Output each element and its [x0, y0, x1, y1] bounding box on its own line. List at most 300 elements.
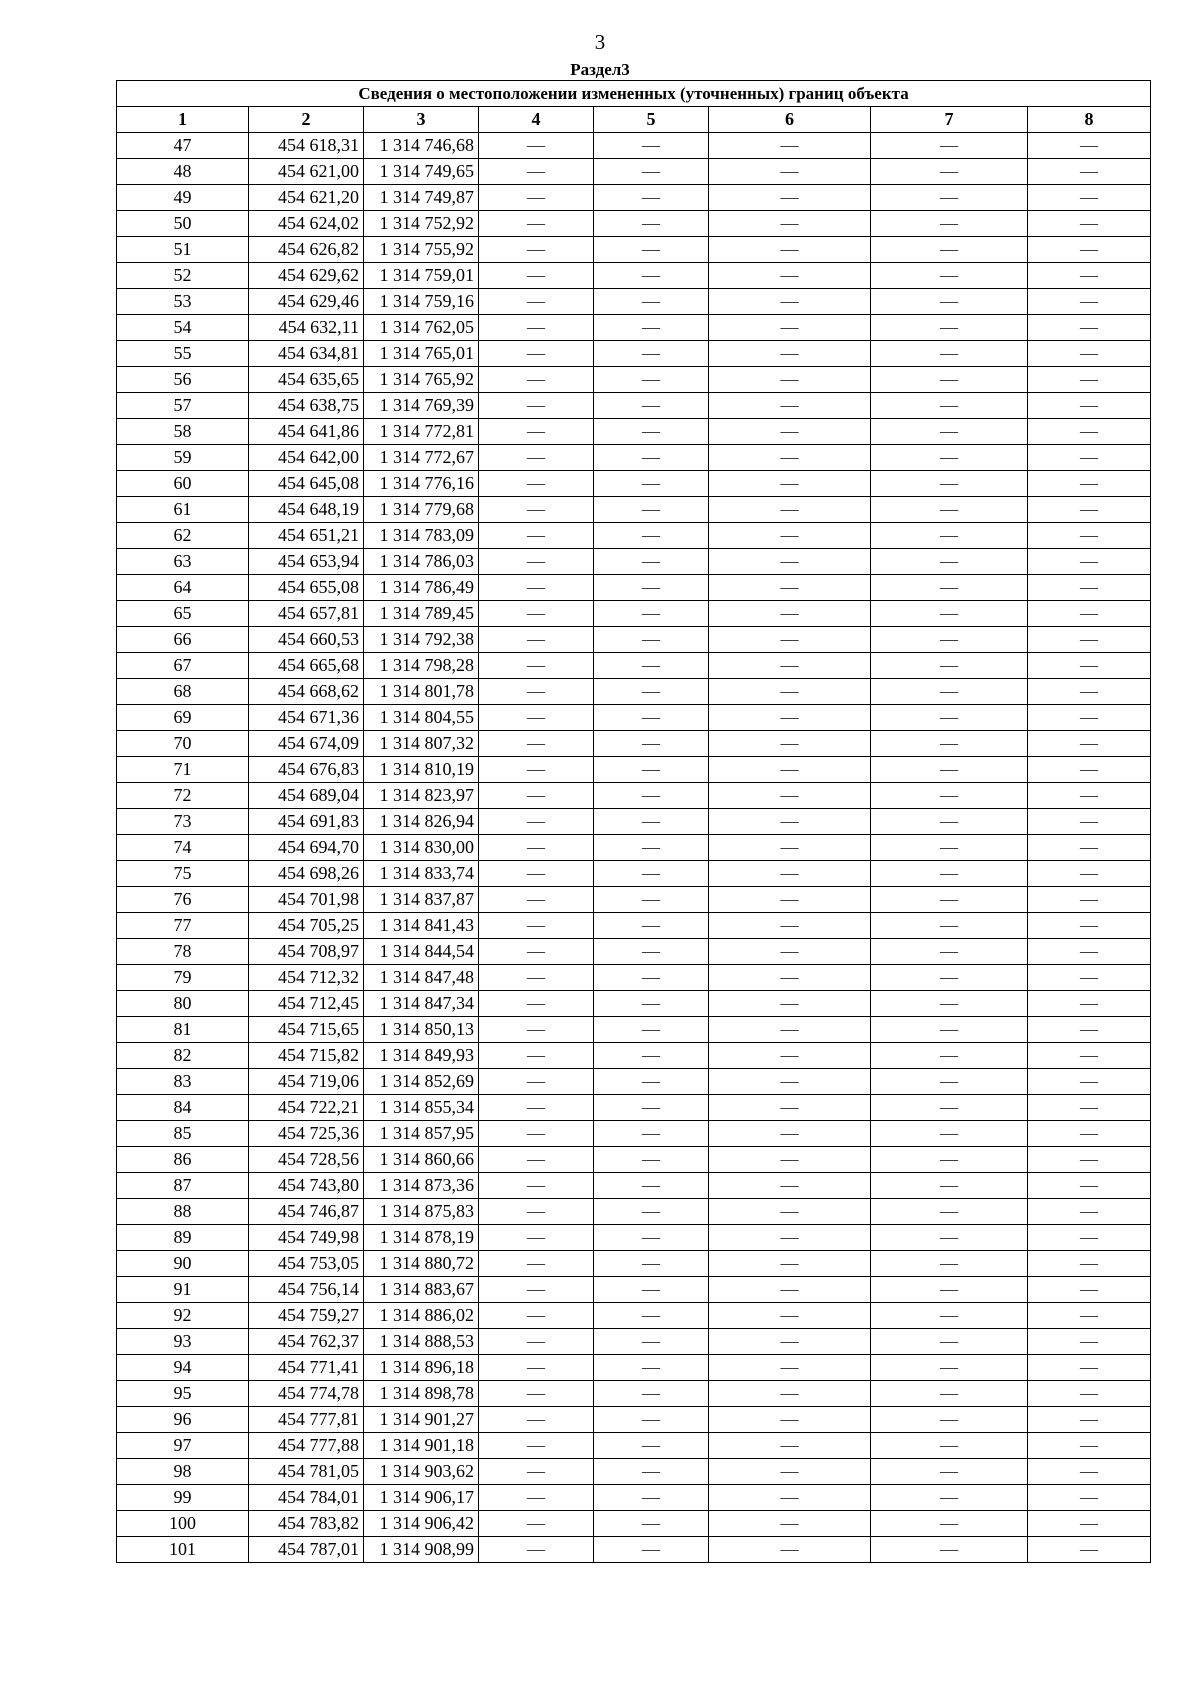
x-coordinate-cell: 454 657,81 [249, 601, 364, 627]
y-coordinate-cell: 1 314 908,99 [364, 1537, 479, 1563]
empty-value-cell: — [1028, 185, 1151, 211]
empty-value-cell: — [479, 211, 594, 237]
empty-value-cell: — [594, 315, 709, 341]
empty-value-cell: — [709, 211, 871, 237]
empty-value-cell: — [594, 1095, 709, 1121]
point-number-cell: 61 [117, 497, 249, 523]
empty-value-cell: — [479, 1303, 594, 1329]
empty-value-cell: — [709, 835, 871, 861]
y-coordinate-cell: 1 314 810,19 [364, 757, 479, 783]
y-coordinate-cell: 1 314 755,92 [364, 237, 479, 263]
empty-value-cell: — [479, 393, 594, 419]
empty-value-cell: — [479, 341, 594, 367]
empty-value-cell: — [479, 731, 594, 757]
empty-value-cell: — [594, 159, 709, 185]
point-number-cell: 63 [117, 549, 249, 575]
empty-value-cell: — [1028, 601, 1151, 627]
table-row [117, 133, 1151, 159]
table-row [117, 1381, 1151, 1407]
table-row [117, 159, 1151, 185]
empty-value-cell: — [479, 757, 594, 783]
empty-value-cell: — [871, 289, 1028, 315]
point-number-cell: 94 [117, 1355, 249, 1381]
x-coordinate-cell: 454 621,00 [249, 159, 364, 185]
y-coordinate-cell: 1 314 765,01 [364, 341, 479, 367]
empty-value-cell: — [1028, 757, 1151, 783]
empty-value-cell: — [709, 783, 871, 809]
empty-value-cell: — [1028, 1355, 1151, 1381]
point-number-cell: 74 [117, 835, 249, 861]
empty-value-cell: — [871, 913, 1028, 939]
y-coordinate-cell: 1 314 878,19 [364, 1225, 479, 1251]
empty-value-cell: — [594, 861, 709, 887]
empty-value-cell: — [871, 1433, 1028, 1459]
empty-value-cell: — [594, 393, 709, 419]
empty-value-cell: — [871, 679, 1028, 705]
empty-value-cell: — [709, 1407, 871, 1433]
table-row [117, 1199, 1151, 1225]
point-number-cell: 51 [117, 237, 249, 263]
empty-value-cell: — [871, 1303, 1028, 1329]
table-row [117, 1173, 1151, 1199]
empty-value-cell: — [871, 1485, 1028, 1511]
empty-value-cell: — [1028, 835, 1151, 861]
x-coordinate-cell: 454 655,08 [249, 575, 364, 601]
empty-value-cell: — [871, 1277, 1028, 1303]
empty-value-cell: — [1028, 1485, 1151, 1511]
table-row [117, 757, 1151, 783]
table-caption: Сведения о местоположении измененных (уточненных) границ объекта [117, 81, 1151, 107]
empty-value-cell: — [479, 315, 594, 341]
point-number-cell: 98 [117, 1459, 249, 1485]
empty-value-cell: — [594, 1199, 709, 1225]
x-coordinate-cell: 454 651,21 [249, 523, 364, 549]
y-coordinate-cell: 1 314 804,55 [364, 705, 479, 731]
empty-value-cell: — [479, 185, 594, 211]
empty-value-cell: — [479, 549, 594, 575]
empty-value-cell: — [709, 1147, 871, 1173]
point-number-cell: 87 [117, 1173, 249, 1199]
empty-value-cell: — [1028, 471, 1151, 497]
point-number-cell: 88 [117, 1199, 249, 1225]
empty-value-cell: — [594, 133, 709, 159]
column-header: 8 [1028, 107, 1151, 133]
point-number-cell: 90 [117, 1251, 249, 1277]
table-row [117, 783, 1151, 809]
x-coordinate-cell: 454 698,26 [249, 861, 364, 887]
empty-value-cell: — [709, 159, 871, 185]
y-coordinate-cell: 1 314 847,34 [364, 991, 479, 1017]
empty-value-cell: — [709, 523, 871, 549]
empty-value-cell: — [594, 1407, 709, 1433]
empty-value-cell: — [479, 1017, 594, 1043]
empty-value-cell: — [479, 445, 594, 471]
x-coordinate-cell: 454 694,70 [249, 835, 364, 861]
x-coordinate-cell: 454 762,37 [249, 1329, 364, 1355]
x-coordinate-cell: 454 777,81 [249, 1407, 364, 1433]
point-number-cell: 54 [117, 315, 249, 341]
point-number-cell: 79 [117, 965, 249, 991]
x-coordinate-cell: 454 648,19 [249, 497, 364, 523]
x-coordinate-cell: 454 719,06 [249, 1069, 364, 1095]
empty-value-cell: — [594, 1277, 709, 1303]
table-row [117, 471, 1151, 497]
empty-value-cell: — [594, 757, 709, 783]
empty-value-cell: — [871, 731, 1028, 757]
empty-value-cell: — [709, 1277, 871, 1303]
empty-value-cell: — [871, 757, 1028, 783]
table-row [117, 497, 1151, 523]
empty-value-cell: — [594, 1433, 709, 1459]
y-coordinate-cell: 1 314 807,32 [364, 731, 479, 757]
empty-value-cell: — [709, 601, 871, 627]
empty-value-cell: — [479, 575, 594, 601]
empty-value-cell: — [871, 211, 1028, 237]
point-number-cell: 80 [117, 991, 249, 1017]
empty-value-cell: — [709, 1095, 871, 1121]
point-number-cell: 75 [117, 861, 249, 887]
empty-value-cell: — [479, 1121, 594, 1147]
empty-value-cell: — [709, 341, 871, 367]
empty-value-cell: — [479, 1459, 594, 1485]
empty-value-cell: — [479, 1043, 594, 1069]
table-row [117, 1511, 1151, 1537]
table-caption-row [117, 81, 1151, 107]
point-number-cell: 96 [117, 1407, 249, 1433]
table-row [117, 887, 1151, 913]
point-number-cell: 55 [117, 341, 249, 367]
empty-value-cell: — [594, 887, 709, 913]
empty-value-cell: — [594, 1303, 709, 1329]
point-number-cell: 47 [117, 133, 249, 159]
empty-value-cell: — [1028, 497, 1151, 523]
point-number-cell: 86 [117, 1147, 249, 1173]
point-number-cell: 53 [117, 289, 249, 315]
x-coordinate-cell: 454 728,56 [249, 1147, 364, 1173]
empty-value-cell: — [1028, 263, 1151, 289]
empty-value-cell: — [594, 367, 709, 393]
point-number-cell: 67 [117, 653, 249, 679]
empty-value-cell: — [479, 783, 594, 809]
empty-value-cell: — [479, 965, 594, 991]
table-row [117, 679, 1151, 705]
point-number-cell: 56 [117, 367, 249, 393]
empty-value-cell: — [709, 1251, 871, 1277]
empty-value-cell: — [871, 1329, 1028, 1355]
empty-value-cell: — [871, 445, 1028, 471]
y-coordinate-cell: 1 314 783,09 [364, 523, 479, 549]
empty-value-cell: — [479, 1355, 594, 1381]
empty-value-cell: — [1028, 1043, 1151, 1069]
empty-value-cell: — [594, 1173, 709, 1199]
empty-value-cell: — [871, 133, 1028, 159]
x-coordinate-cell: 454 634,81 [249, 341, 364, 367]
table-row [117, 835, 1151, 861]
point-number-cell: 73 [117, 809, 249, 835]
empty-value-cell: — [871, 1043, 1028, 1069]
y-coordinate-cell: 1 314 746,68 [364, 133, 479, 159]
table-row [117, 549, 1151, 575]
empty-value-cell: — [479, 1225, 594, 1251]
empty-value-cell: — [709, 913, 871, 939]
x-coordinate-cell: 454 756,14 [249, 1277, 364, 1303]
point-number-cell: 66 [117, 627, 249, 653]
empty-value-cell: — [709, 705, 871, 731]
empty-value-cell: — [1028, 1251, 1151, 1277]
point-number-cell: 91 [117, 1277, 249, 1303]
empty-value-cell: — [479, 1537, 594, 1563]
empty-value-cell: — [479, 1433, 594, 1459]
empty-value-cell: — [709, 1017, 871, 1043]
empty-value-cell: — [479, 237, 594, 263]
table-row [117, 575, 1151, 601]
empty-value-cell: — [479, 861, 594, 887]
x-coordinate-cell: 454 774,78 [249, 1381, 364, 1407]
empty-value-cell: — [709, 1121, 871, 1147]
column-header: 2 [249, 107, 364, 133]
y-coordinate-cell: 1 314 849,93 [364, 1043, 479, 1069]
empty-value-cell: — [871, 575, 1028, 601]
point-number-cell: 68 [117, 679, 249, 705]
table-row [117, 1095, 1151, 1121]
empty-value-cell: — [594, 237, 709, 263]
x-coordinate-cell: 454 725,36 [249, 1121, 364, 1147]
table-row [117, 1485, 1151, 1511]
y-coordinate-cell: 1 314 886,02 [364, 1303, 479, 1329]
empty-value-cell: — [594, 497, 709, 523]
point-number-cell: 77 [117, 913, 249, 939]
empty-value-cell: — [479, 497, 594, 523]
empty-value-cell: — [1028, 315, 1151, 341]
empty-value-cell: — [594, 991, 709, 1017]
empty-value-cell: — [594, 1485, 709, 1511]
empty-value-cell: — [594, 523, 709, 549]
empty-value-cell: — [871, 1199, 1028, 1225]
table-row [117, 367, 1151, 393]
x-coordinate-cell: 454 689,04 [249, 783, 364, 809]
table-row [117, 185, 1151, 211]
table-row [117, 627, 1151, 653]
x-coordinate-cell: 454 629,62 [249, 263, 364, 289]
table-row [117, 341, 1151, 367]
y-coordinate-cell: 1 314 762,05 [364, 315, 479, 341]
point-number-cell: 72 [117, 783, 249, 809]
x-coordinate-cell: 454 705,25 [249, 913, 364, 939]
empty-value-cell: — [479, 1329, 594, 1355]
point-number-cell: 78 [117, 939, 249, 965]
empty-value-cell: — [594, 1225, 709, 1251]
empty-value-cell: — [709, 237, 871, 263]
empty-value-cell: — [871, 1069, 1028, 1095]
table-row [117, 1069, 1151, 1095]
y-coordinate-cell: 1 314 901,18 [364, 1433, 479, 1459]
empty-value-cell: — [871, 471, 1028, 497]
table-row [117, 445, 1151, 471]
empty-value-cell: — [871, 861, 1028, 887]
empty-value-cell: — [871, 1251, 1028, 1277]
y-coordinate-cell: 1 314 850,13 [364, 1017, 479, 1043]
empty-value-cell: — [1028, 1173, 1151, 1199]
empty-value-cell: — [871, 237, 1028, 263]
y-coordinate-cell: 1 314 786,03 [364, 549, 479, 575]
x-coordinate-cell: 454 743,80 [249, 1173, 364, 1199]
x-coordinate-cell: 454 691,83 [249, 809, 364, 835]
empty-value-cell: — [1028, 731, 1151, 757]
empty-value-cell: — [709, 1511, 871, 1537]
empty-value-cell: — [871, 835, 1028, 861]
empty-value-cell: — [479, 1251, 594, 1277]
table-row [117, 1147, 1151, 1173]
empty-value-cell: — [709, 445, 871, 471]
x-coordinate-cell: 454 665,68 [249, 653, 364, 679]
empty-value-cell: — [1028, 1433, 1151, 1459]
empty-value-cell: — [709, 627, 871, 653]
y-coordinate-cell: 1 314 772,81 [364, 419, 479, 445]
empty-value-cell: — [871, 549, 1028, 575]
empty-value-cell: — [1028, 939, 1151, 965]
y-coordinate-cell: 1 314 906,17 [364, 1485, 479, 1511]
y-coordinate-cell: 1 314 906,42 [364, 1511, 479, 1537]
empty-value-cell: — [709, 809, 871, 835]
empty-value-cell: — [871, 705, 1028, 731]
point-number-cell: 82 [117, 1043, 249, 1069]
point-number-cell: 97 [117, 1433, 249, 1459]
empty-value-cell: — [709, 1303, 871, 1329]
empty-value-cell: — [479, 809, 594, 835]
empty-value-cell: — [871, 159, 1028, 185]
y-coordinate-cell: 1 314 903,62 [364, 1459, 479, 1485]
y-coordinate-cell: 1 314 898,78 [364, 1381, 479, 1407]
x-coordinate-cell: 454 784,01 [249, 1485, 364, 1511]
empty-value-cell: — [594, 289, 709, 315]
empty-value-cell: — [709, 1043, 871, 1069]
table-row [117, 861, 1151, 887]
empty-value-cell: — [479, 1095, 594, 1121]
table-row [117, 1355, 1151, 1381]
empty-value-cell: — [871, 497, 1028, 523]
empty-value-cell: — [1028, 653, 1151, 679]
empty-value-cell: — [871, 1121, 1028, 1147]
empty-value-cell: — [479, 679, 594, 705]
empty-value-cell: — [479, 263, 594, 289]
empty-value-cell: — [479, 289, 594, 315]
empty-value-cell: — [871, 783, 1028, 809]
empty-value-cell: — [1028, 133, 1151, 159]
empty-value-cell: — [871, 601, 1028, 627]
empty-value-cell: — [709, 1069, 871, 1095]
table-row [117, 1225, 1151, 1251]
empty-value-cell: — [709, 133, 871, 159]
table-row [117, 653, 1151, 679]
empty-value-cell: — [709, 471, 871, 497]
table-row [117, 523, 1151, 549]
empty-value-cell: — [1028, 1121, 1151, 1147]
x-coordinate-cell: 454 759,27 [249, 1303, 364, 1329]
point-number-cell: 50 [117, 211, 249, 237]
empty-value-cell: — [871, 1381, 1028, 1407]
point-number-cell: 95 [117, 1381, 249, 1407]
empty-value-cell: — [1028, 1459, 1151, 1485]
table-row [117, 1329, 1151, 1355]
empty-value-cell: — [709, 263, 871, 289]
empty-value-cell: — [709, 731, 871, 757]
empty-value-cell: — [594, 913, 709, 939]
empty-value-cell: — [871, 393, 1028, 419]
empty-value-cell: — [594, 263, 709, 289]
empty-value-cell: — [479, 1069, 594, 1095]
empty-value-cell: — [594, 1147, 709, 1173]
x-coordinate-cell: 454 635,65 [249, 367, 364, 393]
empty-value-cell: — [1028, 1095, 1151, 1121]
empty-value-cell: — [594, 445, 709, 471]
empty-value-cell: — [871, 991, 1028, 1017]
empty-value-cell: — [594, 1251, 709, 1277]
table-row [117, 809, 1151, 835]
empty-value-cell: — [709, 965, 871, 991]
empty-value-cell: — [594, 1043, 709, 1069]
empty-value-cell: — [871, 1355, 1028, 1381]
empty-value-cell: — [1028, 705, 1151, 731]
empty-value-cell: — [1028, 887, 1151, 913]
y-coordinate-cell: 1 314 841,43 [364, 913, 479, 939]
empty-value-cell: — [594, 809, 709, 835]
empty-value-cell: — [479, 1407, 594, 1433]
x-coordinate-cell: 454 638,75 [249, 393, 364, 419]
empty-value-cell: — [594, 549, 709, 575]
table-row [117, 419, 1151, 445]
table-row [117, 705, 1151, 731]
empty-value-cell: — [871, 1225, 1028, 1251]
empty-value-cell: — [594, 679, 709, 705]
point-number-cell: 93 [117, 1329, 249, 1355]
x-coordinate-cell: 454 712,32 [249, 965, 364, 991]
x-coordinate-cell: 454 749,98 [249, 1225, 364, 1251]
empty-value-cell: — [479, 1277, 594, 1303]
empty-value-cell: — [479, 627, 594, 653]
x-coordinate-cell: 454 626,82 [249, 237, 364, 263]
table-row [117, 1121, 1151, 1147]
y-coordinate-cell: 1 314 749,65 [364, 159, 479, 185]
x-coordinate-cell: 454 624,02 [249, 211, 364, 237]
y-coordinate-cell: 1 314 901,27 [364, 1407, 479, 1433]
empty-value-cell: — [1028, 575, 1151, 601]
point-number-cell: 59 [117, 445, 249, 471]
x-coordinate-cell: 454 777,88 [249, 1433, 364, 1459]
section-title: Раздел3 [570, 60, 630, 79]
x-coordinate-cell: 454 715,65 [249, 1017, 364, 1043]
y-coordinate-cell: 1 314 857,95 [364, 1121, 479, 1147]
table-row [117, 1043, 1151, 1069]
empty-value-cell: — [871, 341, 1028, 367]
empty-value-cell: — [709, 1433, 871, 1459]
empty-value-cell: — [709, 1173, 871, 1199]
y-coordinate-cell: 1 314 759,16 [364, 289, 479, 315]
empty-value-cell: — [709, 1459, 871, 1485]
empty-value-cell: — [1028, 1017, 1151, 1043]
x-coordinate-cell: 454 674,09 [249, 731, 364, 757]
point-number-cell: 81 [117, 1017, 249, 1043]
x-coordinate-cell: 454 781,05 [249, 1459, 364, 1485]
empty-value-cell: — [594, 471, 709, 497]
empty-value-cell: — [594, 1459, 709, 1485]
y-coordinate-cell: 1 314 873,36 [364, 1173, 479, 1199]
x-coordinate-cell: 454 653,94 [249, 549, 364, 575]
y-coordinate-cell: 1 314 826,94 [364, 809, 479, 835]
point-number-cell: 65 [117, 601, 249, 627]
x-coordinate-cell: 454 632,11 [249, 315, 364, 341]
empty-value-cell: — [1028, 1329, 1151, 1355]
empty-value-cell: — [1028, 1381, 1151, 1407]
